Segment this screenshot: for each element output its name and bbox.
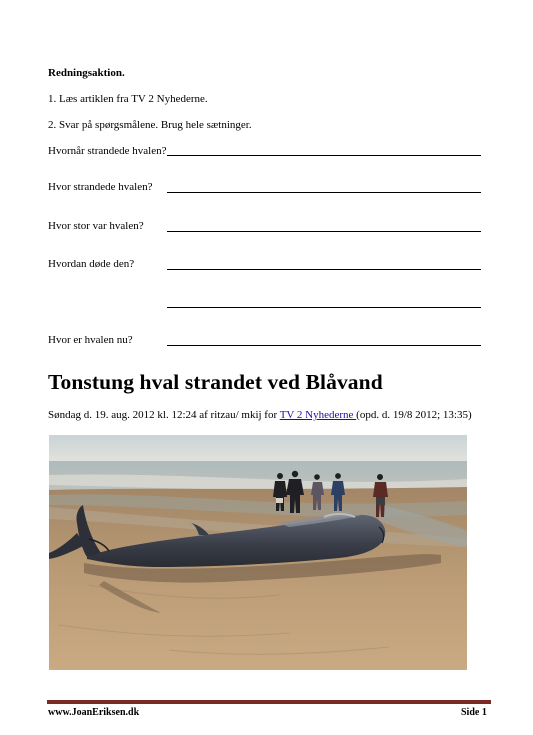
question-where: Hvor strandede hvalen?	[48, 181, 153, 193]
byline-prefix: Søndag d. 19. aug. 2012 kl. 12:24 af ritzau/ mkij for	[48, 409, 280, 421]
footer-rule	[47, 700, 491, 704]
answer-line-size[interactable]	[167, 231, 481, 232]
answer-line-how-died[interactable]	[167, 269, 481, 270]
article-byline	[48, 409, 472, 421]
question-where-now: Hvor er hvalen nu?	[48, 334, 133, 346]
footer-page-number: Side 1	[461, 707, 487, 718]
question-size: Hvor stor var hvalen?	[48, 220, 144, 232]
worksheet-heading: Redningsaktion.	[48, 67, 125, 79]
instruction-1: 1. Læs artiklen fra TV 2 Nyhederne.	[48, 93, 208, 105]
answer-line-where-now[interactable]	[167, 345, 481, 346]
article-title: Tonstung hval strandet ved Blåvand	[48, 370, 383, 394]
whale-on-beach-image	[49, 435, 467, 670]
question-when: Hvornår strandede hvalen?	[48, 145, 167, 157]
answer-line-when[interactable]	[167, 155, 481, 156]
instruction-2: 2. Svar på spørgsmålene. Brug hele sætninger.	[48, 119, 252, 131]
answer-line-where[interactable]	[167, 192, 481, 193]
answer-line-how-died-2[interactable]	[167, 307, 481, 308]
byline-suffix: (opd. d. 19/8 2012; 13:35)	[356, 409, 472, 421]
footer-website: www.JoanEriksen.dk	[48, 707, 140, 718]
question-how-died: Hvordan døde den?	[48, 258, 135, 270]
beached-whale-photo	[49, 435, 467, 670]
source-link[interactable]: TV 2 Nyhederne	[279, 409, 357, 421]
